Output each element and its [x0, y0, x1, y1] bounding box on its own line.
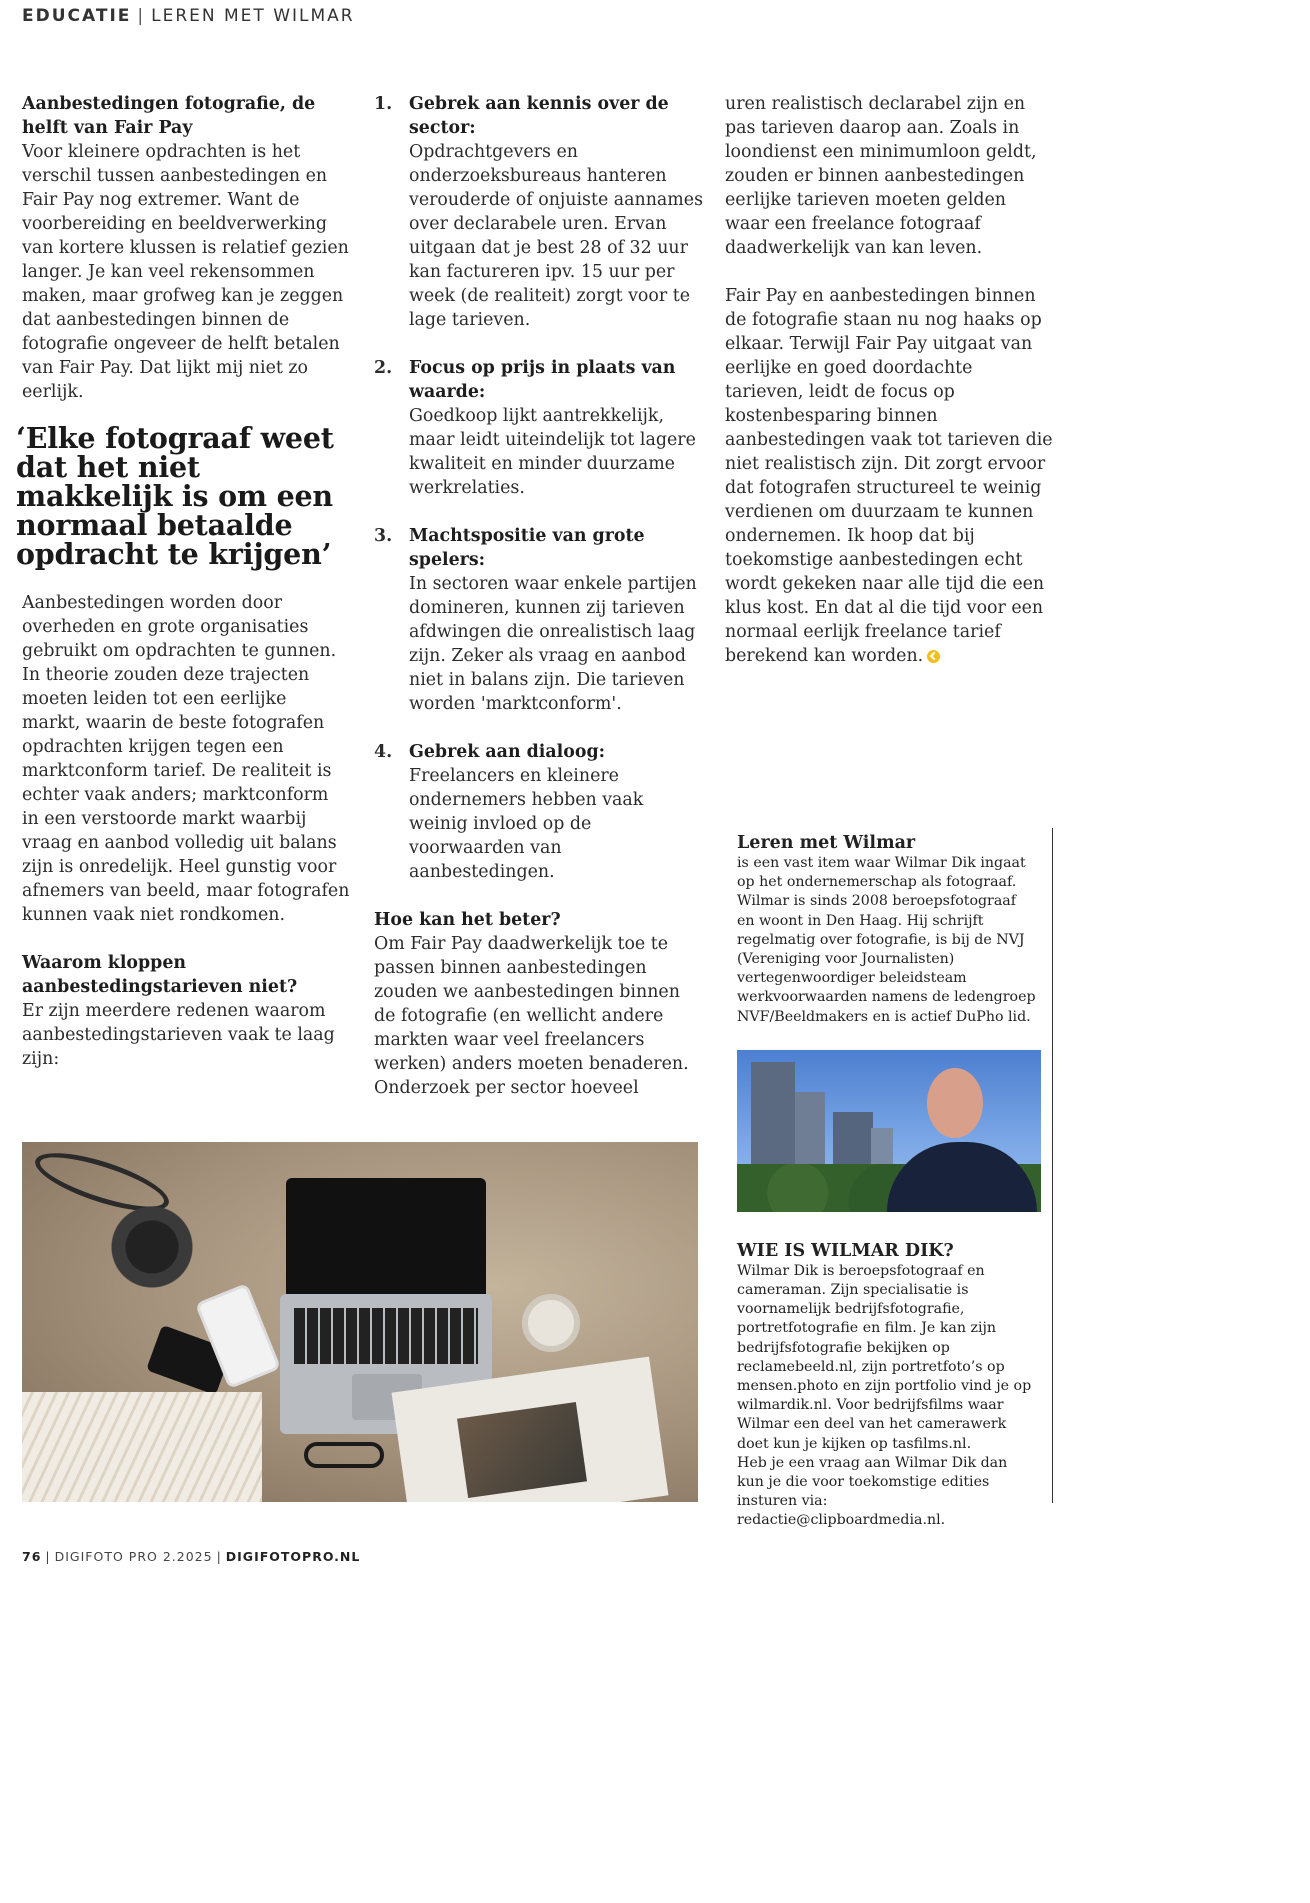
- list-item: [374, 92, 704, 332]
- magazine-picture: [457, 1402, 587, 1498]
- page-header: [22, 6, 355, 26]
- section-subtitle: LEREN MET WILMAR: [151, 6, 355, 26]
- list-item-title: Gebrek aan kennis over de sector:: [409, 94, 669, 138]
- skyline-building: [751, 1062, 795, 1172]
- paragraph: Aanbestedingen worden door overheden en grote organisaties gebruikt om opdrachten te gunnen. In theorie zouden deze trajecten moeten leiden tot een eerlijke markt, waarin de beste fotografen opdrachten krijgen tegen een marktconform tarief. De realiteit is echter vaak anders; marktconform in een verstoorde markt waarbij vraag en aanbod volledig uit balans zijn is onredelijk. Heel gunstig voor afnemers van beeld, maar fotografen kunnen vaak niet rondkomen.: [22, 593, 350, 925]
- heading-fair-pay-half: Aanbestedingen fotografie, de helft van Fair Pay: [22, 94, 316, 138]
- person-shirt: [887, 1142, 1037, 1212]
- author-portrait-photo: [737, 1050, 1041, 1212]
- skyline-building: [833, 1112, 873, 1172]
- page-number: 76: [22, 1549, 42, 1564]
- paragraph-final-text: Fair Pay en aanbestedingen binnen de fotografie staan nu nog haaks op elkaar. Terwijl Fair Pay uitgaat van eerlijke en goed doordachte tarieven, leidt de focus op kostenbesparing binnen aanbestedingen vaak tot tarieven die niet realistisch zijn. Dit zorgt ervoor dat fotografen structureel te weinig verdienen om duurzaam te kunnen ondernemen. Ik hoop dat bij toekomstige aanbestedingen echt wordt gekeken naar alle tijd die een klus kost. En dat al die tijd voor een normaal eerlijk freelance tarief berekend kan worden.: [725, 286, 1053, 666]
- footer-separator: |: [216, 1549, 222, 1564]
- column-2: [374, 92, 704, 1100]
- header-separator: |: [137, 6, 146, 26]
- glasses-icon: [304, 1442, 384, 1468]
- magazine-issue: DIGIFOTO PRO 2.2025: [54, 1549, 213, 1564]
- list-item: [374, 356, 704, 500]
- list-number: 3.: [374, 526, 393, 546]
- laptop-screen: [286, 1178, 486, 1296]
- list-number: 4.: [374, 742, 393, 762]
- list-item-text: In sectoren waar enkele partijen domineren, kunnen zij tarieven afdwingen die onrealistisch laag zijn. Zeker als vraag en aanbod niet in balans zijn. Die tarieven worden 'marktconform'.: [409, 574, 697, 714]
- sidebar-text: is een vast item waar Wilmar Dik ingaat op het ondernemerschap als fotograaf. Wilmar is sinds 2008 beroepsfotograaf en woont in Den Haag. Hij schrijft regelmatig over fotografie, is bij de NVJ (Vereniging voor Journalisten) vertegenwoordiger beleidsteam werkvoorwaarden namens de ledengroep NVF/Beeldmakers en is actief DuPho lid.: [737, 855, 1036, 1025]
- footer-separator: |: [45, 1549, 51, 1564]
- list-number: 2.: [374, 358, 393, 378]
- list-number: 1.: [374, 94, 393, 114]
- sidebar-title: Leren met Wilmar: [737, 833, 916, 853]
- page-footer: [22, 1549, 360, 1564]
- list-item-title: Focus op prijs in plaats van waarde:: [409, 358, 676, 402]
- column-1: [16, 92, 350, 1071]
- column-3: [725, 92, 1055, 668]
- list-item: [374, 740, 704, 884]
- pull-quote: ‘Elke fotograaf weet dat het niet makkelijk is om een normaal betaalde opdracht te krijgen’: [16, 421, 334, 571]
- bio-text: Wilmar Dik is beroepsfotograaf en cameraman. Zijn specialisatie is voornamelijk bedrijfsfotografie, portretfotografie en film. Je kan zijn bedrijfsfotografie bekijken op reclamebeeld.nl, zijn portretfoto’s op mensen.photo en zijn portfolio vind je op wilmardik.nl. Voor bedrijfsfilms waar Wilmar een deel van het camerawerk doet kun je kijken op tasfilms.nl.: [737, 1262, 1032, 1452]
- paragraph: uren realistisch declarabel zijn en pas tarieven daarop aan. Zoals in loondienst een minimumloon geldt, zouden er binnen aanbestedingen eerlijke tarieven moeten gelden waar een freelance fotograaf daadwerkelijk van kan leven.: [725, 94, 1037, 258]
- heading-why-rates-wrong: Waarom kloppen aanbestedingstarieven niet?: [22, 953, 298, 997]
- paragraph: Voor kleinere opdrachten is het verschil tussen aanbestedingen en Fair Pay nog extremer. Want de voorbereiding en beeldverwerking van kortere klussen is relatief gezien langer. Je kan veel rekensommen maken, maar grofweg kan je zeggen dat aanbestedingen binnen de fotografie ongeveer de helft betalen van Fair Pay. Dat lijkt mij niet zo eerlijk.: [22, 142, 349, 402]
- camera-icon: [92, 1202, 212, 1292]
- author-sidebar: [727, 828, 1053, 1529]
- laptop-desk-photo: [22, 1142, 698, 1502]
- paragraph: Om Fair Pay daadwerkelijk toe te passen binnen aanbestedingen zouden we aanbestedingen binnen de fotografie (en wellicht andere markten waar veel freelancers werken) anders moeten benaderen. Onderzoek per sector hoeveel: [374, 934, 689, 1098]
- section-label: EDUCATIE: [22, 6, 132, 26]
- blanket: [22, 1392, 262, 1502]
- coffee-cup: [522, 1294, 580, 1352]
- list-item-text: Freelancers en kleinere ondernemers hebben vaak weinig invloed op de voorwaarden van aanbestedingen.: [409, 766, 644, 882]
- list-item-title: Gebrek aan dialoog:: [409, 742, 606, 762]
- list-item: [374, 524, 704, 716]
- contact-text: Heb je een vraag aan Wilmar Dik dan kun je die voor toekomstige edities insturen via: redactie@clipboardmedia.nl.: [737, 1454, 1008, 1529]
- list-item-text: Goedkoop lijkt aantrekkelijk, maar leidt uiteindelijk tot lagere kwaliteit en minder duurzame werkrelaties.: [409, 406, 696, 498]
- end-mark-icon: [927, 650, 940, 663]
- website-link[interactable]: DIGIFOTOPRO.NL: [225, 1549, 361, 1564]
- paragraph: Er zijn meerdere redenen waarom aanbestedingstarieven vaak te laag zijn:: [22, 1001, 335, 1069]
- paragraph-final: [725, 284, 1055, 668]
- heading-how-better: Hoe kan het beter?: [374, 910, 561, 930]
- skyline-building: [795, 1092, 825, 1172]
- list-item-text: Opdrachtgevers en onderzoeksbureaus hanteren verouderde of onjuiste aannames over declarabele uren. Ervan uitgaan dat je best 28 of 32 uur kan factureren ipv. 15 uur per week (de realiteit) zorgt voor te lage tarieven.: [409, 142, 703, 330]
- bio-title: WIE IS WILMAR DIK?: [737, 1240, 954, 1261]
- list-item-title: Machtspositie van grote spelers:: [409, 526, 645, 570]
- laptop-keyboard: [294, 1308, 478, 1364]
- person-head: [927, 1068, 983, 1138]
